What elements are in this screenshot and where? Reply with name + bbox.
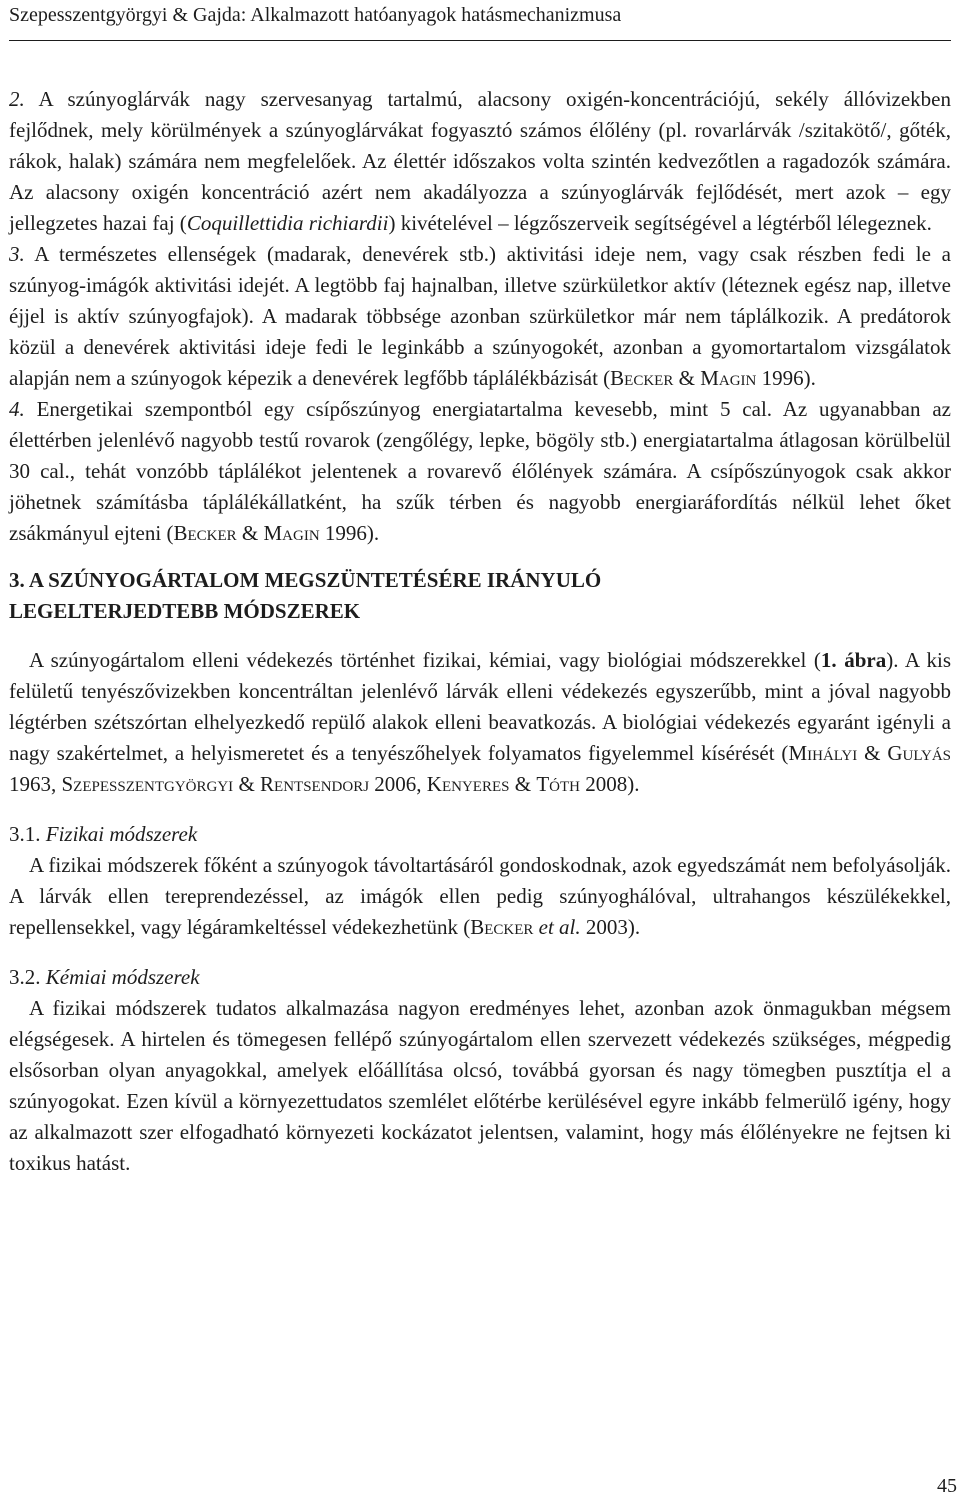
- subsection-number: 3.2.: [9, 965, 41, 989]
- subsection-number: 3.1.: [9, 822, 41, 846]
- subsection-heading-3-2: [9, 962, 951, 993]
- ampersand: &: [509, 772, 537, 796]
- page-body: [9, 84, 951, 1179]
- citation-author: Becker: [173, 521, 237, 545]
- citation-author: Mihályi: [788, 741, 858, 765]
- section-heading-line-1: 3. A SZÚNYOGÁRTALOM MEGSZÜNTETÉSÉRE IRÁNYULÓ: [9, 568, 602, 592]
- spacer: [9, 800, 951, 819]
- ampersand: &: [236, 521, 264, 545]
- citation-author: Szepesszentgyörgyi: [61, 772, 234, 796]
- text: ) kivételével – légzőszerveik segítségével a légtérből lélegeznek.: [388, 211, 932, 235]
- page-number: 45: [937, 1475, 957, 1497]
- section-heading-line-2: LEGELTERJEDTEBB MÓDSZEREK: [9, 599, 361, 623]
- paragraph-intro: [9, 645, 951, 800]
- subsection-heading-3-1: [9, 819, 951, 850]
- header-rule: [9, 40, 951, 41]
- citation-author: Becker: [610, 366, 674, 390]
- subsection-title: Kémiai módszerek: [40, 965, 200, 989]
- figure-reference: 1. ábra: [820, 648, 887, 672]
- citation-author: Gulyás: [887, 741, 952, 765]
- spacer: [9, 549, 951, 565]
- text: A természetes ellenségek (madarak, denevérek stb.) aktivitási ideje nem, vagy csak részben fedi le a szúnyog-imágók aktivitási idejét. A legtöbb faj hajnalban, illetve szürkületkor aktív (léteznek egész nap, illetve éjjel is aktív szúnyogfajok). A madarak többsége azonban szürkületkor már nem táplálkozik. A predátorok közül a denevérek aktivitási ideje fedi le leginkább a szúnyogokét, azonban a gyomortartalom vizsgálatok alapján nem a szúnyogok képezik a denevérek legfőbb táplálékbázisát (: [9, 242, 951, 390]
- ampersand: &: [673, 366, 701, 390]
- paragraph-4: [9, 394, 951, 549]
- text: 2003).: [580, 915, 641, 939]
- paragraph-3-1: [9, 850, 951, 943]
- text: A szúnyogártalom elleni védekezés történhet fizikai, kémiai, vagy biológiai módszerekkel (: [29, 648, 821, 672]
- text: A fizikai módszerek tudatos alkalmazása nagyon eredményes lehet, azonban azok önmagukban mégsem elégségesek. A hirtelen és tömegesen fellépő szúnyogártalom ellen szervezett védekezés szükséges, mégpedig elsősorban olyan anyagokkal, amelyek előállítása olcsó, továbbá gyorsan és nagy tömegben pusztítja el a szúnyogokat. Ezen kívül a környezettudatos szemlélet előtérbe kerülésével egyre inkább felmerülő igény, hogy az alkalmazott szer elfogadható környezeti kockázatot jelentsen, valamint, hogy más élőlényekre ne fejtsen ki toxikus hatást.: [9, 996, 951, 1175]
- text: 1963,: [9, 772, 62, 796]
- species-name: Coquillettidia richiardii: [186, 211, 389, 235]
- text: 1996).: [756, 366, 816, 390]
- item-number: 2.: [9, 87, 25, 111]
- citation-author: Magin: [263, 521, 320, 545]
- text: 2008).: [579, 772, 640, 796]
- text: A fizikai módszerek főként a szúnyogok távoltartásáról gondoskodnak, azok egyedszámát nem befolyásolják. A lárvák ellen tereprendezéssel, az imágók ellen pedig szúnyoghálóval, ultrahangos készülékekkel, repellensekkel, vagy légáramkeltéssel védekezhetünk (: [9, 853, 951, 939]
- ampersand: &: [233, 772, 261, 796]
- et-al: et al.: [533, 915, 581, 939]
- text: 2006,: [369, 772, 427, 796]
- paragraph-2: [9, 84, 951, 239]
- citation-author: Tóth: [536, 772, 580, 796]
- item-number: 3.: [9, 242, 25, 266]
- paragraph-3: [9, 239, 951, 394]
- ampersand: &: [857, 741, 888, 765]
- text: A szúnyoglárvák nagy szervesanyag tartalmú, alacsony oxigén-koncentrációjú, sekély állóvizekben fejlődnek, mely körülmények a szúnyoglárvákat fogyasztó számos élőlény (pl. rovarlárvák /szitakötő/, gőték, rákok, halak) számára nem megfelelőek. Az élettér időszakos volta szintén kedvezőtlen a ragadozók számára. Az alacsony oxigén koncentráció azért nem akadályozza a szúnyoglárvák fejlődését, mert azok – egy jellegzetes hazai faj (: [9, 87, 951, 235]
- citation-author: Becker: [470, 915, 534, 939]
- paragraph-3-2: [9, 993, 951, 1179]
- running-header: Szepesszentgyörgyi & Gajda: Alkalmazott hatóanyagok hatásmechanizmusa: [9, 4, 622, 26]
- text: 1996).: [319, 521, 380, 545]
- text: Energetikai szempontból egy csípőszúnyog energiatartalma kevesebb, mint 5 cal. Az ugyanabban az élettérben jelenlévő nagyobb testű rovarok (zengőlégy, lepke, bögöly stb.) energiatartalma átlagosan körülbelül 30 cal., tehát vonzóbb táplálékot jelentenek a rovarevő élőlények számára. A csípőszúnyogok csak akkor jöhetnek számításba táplálékállatként, ha szűk térben és nagyobb energiaráfordítás nélkül lehet őket zsákmányul ejteni (: [9, 397, 951, 545]
- citation-author: Kenyeres: [426, 772, 510, 796]
- text: ). A kis felületű tenyészővizekben koncentráltan jelenlévő lárvák elleni védekezés egyszerűbb, mint a jóval nagyobb légtérben szétszórtan elhelyezkedő repülő alakok elleni beavatkozás. A biológiai védekezés egyaránt igényli a nagy szakértelmet, a helyismeretet és a tenyészőhelyek folyamatos figyelemmel kísérését (: [9, 648, 951, 765]
- section-heading: [9, 565, 951, 627]
- citation-author: Magin: [700, 366, 757, 390]
- item-number: 4.: [9, 397, 25, 421]
- spacer: [9, 943, 951, 962]
- subsection-title: Fizikai módszerek: [40, 822, 198, 846]
- spacer: [9, 627, 951, 645]
- citation-author: Rentsendorj: [260, 772, 370, 796]
